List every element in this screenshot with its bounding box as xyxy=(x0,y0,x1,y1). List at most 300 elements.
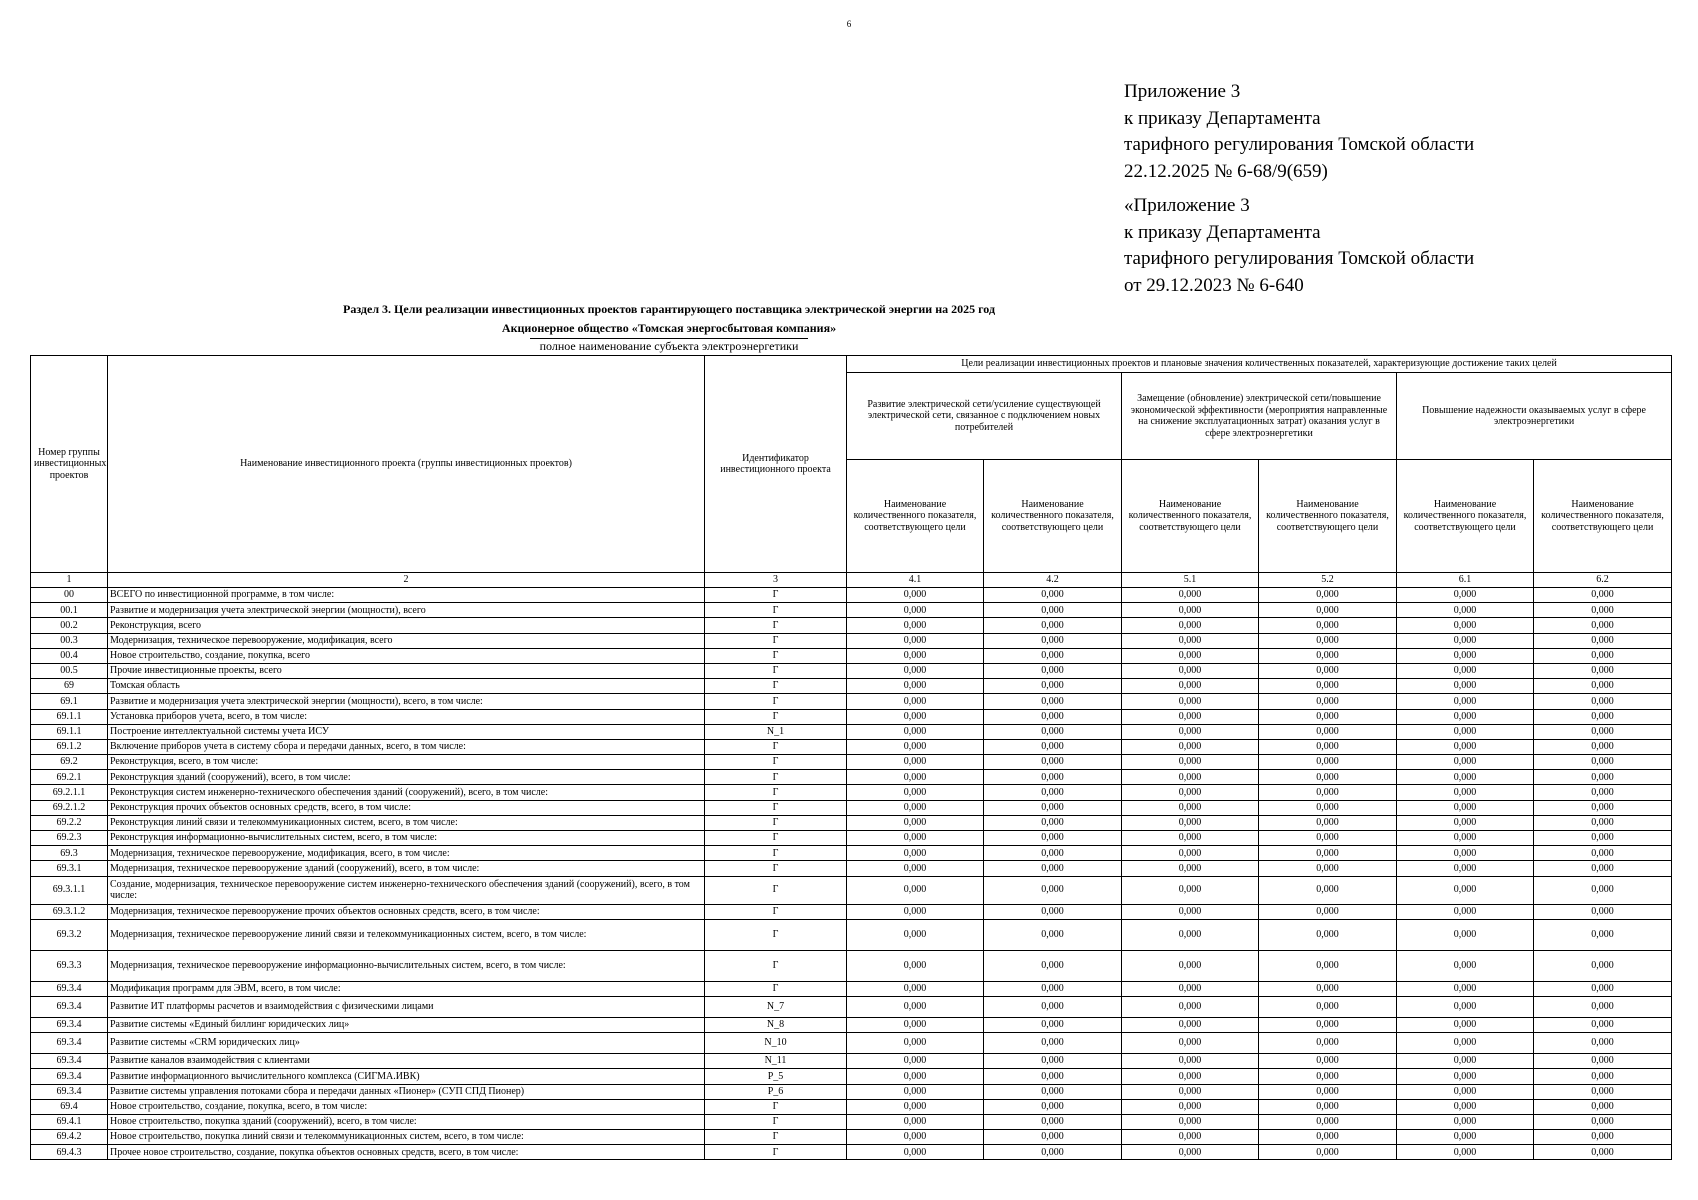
value-cell: 0,000 xyxy=(847,1054,984,1069)
group-number-cell: 69.3.4 xyxy=(31,996,108,1017)
group-number-cell: 69.3.4 xyxy=(31,1069,108,1084)
identifier-cell: Г xyxy=(705,739,847,754)
identifier-cell: P_6 xyxy=(705,1084,847,1099)
value-cell: 0,000 xyxy=(1259,861,1397,876)
value-cell: 0,000 xyxy=(1397,663,1534,678)
value-cell: 0,000 xyxy=(1534,1114,1672,1129)
project-name-cell: Модернизация, техническое перевооружение прочих объектов основных средств, всего, в том числе: xyxy=(108,904,705,919)
value-cell: 0,000 xyxy=(1122,1114,1259,1129)
group-number-cell: 00.3 xyxy=(31,633,108,648)
value-cell: 0,000 xyxy=(1397,679,1534,694)
value-cell: 0,000 xyxy=(1259,770,1397,785)
value-cell: 0,000 xyxy=(1122,648,1259,663)
table-row xyxy=(31,1145,1672,1160)
column-number: 4.1 xyxy=(847,573,984,588)
value-cell: 0,000 xyxy=(1122,1099,1259,1114)
project-name-cell: Создание, модернизация, техническое перевооружение систем инженерно-технического обеспечения зданий (сооружений), всего, в том числе: xyxy=(108,876,705,904)
value-cell: 0,000 xyxy=(1534,770,1672,785)
value-cell: 0,000 xyxy=(847,588,984,603)
identifier-cell: N_11 xyxy=(705,1054,847,1069)
value-cell: 0,000 xyxy=(1397,861,1534,876)
value-cell: 0,000 xyxy=(1397,618,1534,633)
table-row xyxy=(31,633,1672,648)
table-row xyxy=(31,785,1672,800)
value-cell: 0,000 xyxy=(1534,724,1672,739)
table-row xyxy=(31,739,1672,754)
value-cell: 0,000 xyxy=(847,1130,984,1145)
group-number-cell: 00.4 xyxy=(31,648,108,663)
value-cell: 0,000 xyxy=(1122,950,1259,981)
identifier-cell: Г xyxy=(705,648,847,663)
column-number: 6.2 xyxy=(1534,573,1672,588)
value-cell: 0,000 xyxy=(1259,709,1397,724)
value-cell: 0,000 xyxy=(847,800,984,815)
identifier-cell: Г xyxy=(705,904,847,919)
header-project-name: Наименование инвестиционного проекта (группы инвестиционных проектов) xyxy=(108,356,705,573)
value-cell: 0,000 xyxy=(1534,876,1672,904)
group-number-cell: 69.4.3 xyxy=(31,1145,108,1160)
value-cell: 0,000 xyxy=(847,739,984,754)
value-cell: 0,000 xyxy=(1397,846,1534,861)
value-cell: 0,000 xyxy=(847,831,984,846)
project-name-cell: Томская область xyxy=(108,679,705,694)
value-cell: 0,000 xyxy=(1122,1145,1259,1160)
value-cell: 0,000 xyxy=(1259,996,1397,1017)
identifier-cell: N_1 xyxy=(705,724,847,739)
value-cell: 0,000 xyxy=(1122,904,1259,919)
value-cell: 0,000 xyxy=(847,1099,984,1114)
identifier-cell: Г xyxy=(705,618,847,633)
value-cell: 0,000 xyxy=(847,1145,984,1160)
value-cell: 0,000 xyxy=(1397,1069,1534,1084)
value-cell: 0,000 xyxy=(1259,663,1397,678)
value-cell: 0,000 xyxy=(1122,1054,1259,1069)
value-cell: 0,000 xyxy=(984,1099,1122,1114)
value-cell: 0,000 xyxy=(1534,755,1672,770)
value-cell: 0,000 xyxy=(1259,1114,1397,1129)
value-cell: 0,000 xyxy=(984,755,1122,770)
table-row xyxy=(31,981,1672,996)
value-cell: 0,000 xyxy=(1534,588,1672,603)
value-cell: 0,000 xyxy=(847,603,984,618)
table-row xyxy=(31,679,1672,694)
value-cell: 0,000 xyxy=(847,724,984,739)
project-name-cell: Развитие системы управления потоками сбора и передачи данных «Пионер» (СУП СПД Пионер) xyxy=(108,1084,705,1099)
group-number-cell: 69.3.4 xyxy=(31,981,108,996)
project-name-cell: Развитие системы «CRM юридических лиц» xyxy=(108,1033,705,1054)
value-cell: 0,000 xyxy=(984,831,1122,846)
value-cell: 0,000 xyxy=(1259,831,1397,846)
value-cell: 0,000 xyxy=(1122,618,1259,633)
identifier-cell: Г xyxy=(705,815,847,830)
project-name-cell: Новое строительство, покупка линий связи и телекоммуникационных систем, всего, в том числе: xyxy=(108,1130,705,1145)
identifier-cell: Г xyxy=(705,846,847,861)
identifier-cell: Г xyxy=(705,1145,847,1160)
section-title: Раздел 3. Цели реализации инвестиционных проектов гарантирующего поставщика электрической энергии на 2025 год xyxy=(342,302,996,316)
group-number-cell: 69.3.4 xyxy=(31,1084,108,1099)
value-cell: 0,000 xyxy=(1259,618,1397,633)
value-cell: 0,000 xyxy=(1397,1054,1534,1069)
value-cell: 0,000 xyxy=(1259,633,1397,648)
table-row xyxy=(31,1054,1672,1069)
value-cell: 0,000 xyxy=(984,785,1122,800)
value-cell: 0,000 xyxy=(847,919,984,950)
identifier-cell: Г xyxy=(705,663,847,678)
header-group-number: Номер группы инвестиционных проектов xyxy=(31,356,108,573)
value-cell: 0,000 xyxy=(984,648,1122,663)
value-cell: 0,000 xyxy=(1534,861,1672,876)
value-cell: 0,000 xyxy=(1534,815,1672,830)
subject-note xyxy=(0,338,1338,354)
identifier-cell: Г xyxy=(705,950,847,981)
table-row xyxy=(31,950,1672,981)
group-number-cell: 69.3.2 xyxy=(31,919,108,950)
value-cell: 0,000 xyxy=(1122,588,1259,603)
identifier-cell: Г xyxy=(705,1130,847,1145)
value-cell: 0,000 xyxy=(1259,1017,1397,1032)
column-number: 4.2 xyxy=(984,573,1122,588)
value-cell: 0,000 xyxy=(1534,950,1672,981)
value-cell: 0,000 xyxy=(1534,1069,1672,1084)
table-row xyxy=(31,800,1672,815)
group-number-cell: 69.4.1 xyxy=(31,1114,108,1129)
value-cell: 0,000 xyxy=(1397,831,1534,846)
header-indicator: Наименование количественного показателя, соответствующего цели xyxy=(984,460,1122,573)
appendix-line: тарифного регулирования Томской области xyxy=(1124,134,1475,155)
table-row xyxy=(31,904,1672,919)
group-number-cell: 69.1.2 xyxy=(31,739,108,754)
identifier-cell: Г xyxy=(705,633,847,648)
identifier-cell: Г xyxy=(705,800,847,815)
column-number: 6.1 xyxy=(1397,573,1534,588)
project-name-cell: Реконструкция систем инженерно-технического обеспечения зданий (сооружений), всего, в том числе: xyxy=(108,785,705,800)
identifier-cell: Г xyxy=(705,785,847,800)
value-cell: 0,000 xyxy=(847,709,984,724)
value-cell: 0,000 xyxy=(1534,846,1672,861)
column-numbers-row xyxy=(31,573,1672,588)
appendix-line: к приказу Департамента xyxy=(1124,107,1321,129)
value-cell: 0,000 xyxy=(1122,876,1259,904)
value-cell: 0,000 xyxy=(847,679,984,694)
project-name-cell: Новое строительство, покупка зданий (сооружений), всего, в том числе: xyxy=(108,1114,705,1129)
table-row xyxy=(31,1130,1672,1145)
group-number-cell: 00.2 xyxy=(31,618,108,633)
header-indicator: Наименование количественного показателя, соответствующего цели xyxy=(847,460,984,573)
value-cell: 0,000 xyxy=(847,861,984,876)
appendix-current-block xyxy=(1124,79,1474,185)
value-cell: 0,000 xyxy=(1122,724,1259,739)
project-name-cell: Новое строительство, создание, покупка, всего xyxy=(108,648,705,663)
header-identifier: Идентификатор инвестиционного проекта xyxy=(705,356,847,573)
project-name-cell: Прочее новое строительство, создание, покупка объектов основных средств, всего, в том числе: xyxy=(108,1145,705,1160)
project-name-cell: Реконструкция информационно-вычислительных систем, всего, в том числе: xyxy=(108,831,705,846)
table-row xyxy=(31,603,1672,618)
value-cell: 0,000 xyxy=(1259,694,1397,709)
value-cell: 0,000 xyxy=(1122,694,1259,709)
value-cell: 0,000 xyxy=(847,1069,984,1084)
value-cell: 0,000 xyxy=(984,846,1122,861)
value-cell: 0,000 xyxy=(847,815,984,830)
identifier-cell: N_8 xyxy=(705,1017,847,1032)
value-cell: 0,000 xyxy=(1259,785,1397,800)
value-cell: 0,000 xyxy=(847,694,984,709)
value-cell: 0,000 xyxy=(1397,1033,1534,1054)
value-cell: 0,000 xyxy=(1397,633,1534,648)
value-cell: 0,000 xyxy=(1259,679,1397,694)
value-cell: 0,000 xyxy=(984,1017,1122,1032)
header-goal-4: Развитие электрической сети/усиление существующей электрической сети, связанное с подключением новых потребителей xyxy=(847,373,1122,460)
project-name-cell: Реконструкция линий связи и телекоммуникационных систем, всего, в том числе: xyxy=(108,815,705,830)
identifier-cell: Г xyxy=(705,981,847,996)
value-cell: 0,000 xyxy=(1259,648,1397,663)
value-cell: 0,000 xyxy=(1122,800,1259,815)
value-cell: 0,000 xyxy=(847,950,984,981)
value-cell: 0,000 xyxy=(1122,919,1259,950)
value-cell: 0,000 xyxy=(1259,1099,1397,1114)
table-row xyxy=(31,648,1672,663)
header-goal-5: Замещение (обновление) электрической сети/повышение экономической эффективности (мероприятия направленные на снижение эксплуатационных затрат) оказания услуг в сфере электроэнергетики xyxy=(1122,373,1397,460)
table-row xyxy=(31,1033,1672,1054)
value-cell: 0,000 xyxy=(1397,588,1534,603)
value-cell: 0,000 xyxy=(1397,815,1534,830)
value-cell: 0,000 xyxy=(1259,815,1397,830)
value-cell: 0,000 xyxy=(984,981,1122,996)
project-name-cell: Развитие информационного вычислительного комплекса (СИГМА.ИВК) xyxy=(108,1069,705,1084)
identifier-cell: Г xyxy=(705,603,847,618)
value-cell: 0,000 xyxy=(1397,724,1534,739)
project-name-cell: Включение приборов учета в систему сбора и передачи данных, всего, в том числе: xyxy=(108,739,705,754)
table-row xyxy=(31,831,1672,846)
value-cell: 0,000 xyxy=(1259,1069,1397,1084)
value-cell: 0,000 xyxy=(1122,603,1259,618)
identifier-cell: Г xyxy=(705,831,847,846)
table-row xyxy=(31,996,1672,1017)
value-cell: 0,000 xyxy=(1534,739,1672,754)
value-cell: 0,000 xyxy=(1534,648,1672,663)
header-indicator: Наименование количественного показателя, соответствующего цели xyxy=(1122,460,1259,573)
identifier-cell: P_5 xyxy=(705,1069,847,1084)
project-name-cell: Модернизация, техническое перевооружение зданий (сооружений), всего, в том числе: xyxy=(108,861,705,876)
value-cell: 0,000 xyxy=(1534,785,1672,800)
group-number-cell: 00.1 xyxy=(31,603,108,618)
project-name-cell: Развитие ИТ платформы расчетов и взаимодействия с физическими лицами xyxy=(108,996,705,1017)
identifier-cell: Г xyxy=(705,1114,847,1129)
column-number: 5.1 xyxy=(1122,573,1259,588)
project-name-cell: Реконструкция, всего, в том числе: xyxy=(108,755,705,770)
value-cell: 0,000 xyxy=(847,663,984,678)
table-row xyxy=(31,846,1672,861)
value-cell: 0,000 xyxy=(1259,1084,1397,1099)
value-cell: 0,000 xyxy=(1122,785,1259,800)
company-name: Акционерное общество «Томская энергосбытовая компания» xyxy=(501,321,837,335)
project-name-cell: Развитие каналов взаимодействия с клиентами xyxy=(108,1054,705,1069)
value-cell: 0,000 xyxy=(1259,1145,1397,1160)
value-cell: 0,000 xyxy=(1259,950,1397,981)
appendix-line: 22.12.2025 № 6-68/9(659) xyxy=(1124,160,1328,182)
value-cell: 0,000 xyxy=(984,1130,1122,1145)
value-cell: 0,000 xyxy=(847,1033,984,1054)
table-row xyxy=(31,724,1672,739)
value-cell: 0,000 xyxy=(1534,1017,1672,1032)
value-cell: 0,000 xyxy=(984,815,1122,830)
value-cell: 0,000 xyxy=(1122,1033,1259,1054)
goals-table xyxy=(30,355,1672,1160)
value-cell: 0,000 xyxy=(1122,739,1259,754)
group-number-cell: 00.5 xyxy=(31,663,108,678)
value-cell: 0,000 xyxy=(984,588,1122,603)
header-row xyxy=(31,356,1672,373)
value-cell: 0,000 xyxy=(984,996,1122,1017)
value-cell: 0,000 xyxy=(1534,1099,1672,1114)
value-cell: 0,000 xyxy=(1259,1054,1397,1069)
value-cell: 0,000 xyxy=(984,1069,1122,1084)
column-number: 3 xyxy=(705,573,847,588)
value-cell: 0,000 xyxy=(1259,724,1397,739)
group-number-cell: 69.2.3 xyxy=(31,831,108,846)
value-cell: 0,000 xyxy=(1534,1145,1672,1160)
value-cell: 0,000 xyxy=(984,739,1122,754)
group-number-cell: 69.2.1 xyxy=(31,770,108,785)
value-cell: 0,000 xyxy=(1534,919,1672,950)
value-cell: 0,000 xyxy=(1259,603,1397,618)
value-cell: 0,000 xyxy=(847,785,984,800)
value-cell: 0,000 xyxy=(847,633,984,648)
value-cell: 0,000 xyxy=(1397,904,1534,919)
identifier-cell: N_7 xyxy=(705,996,847,1017)
value-cell: 0,000 xyxy=(847,904,984,919)
value-cell: 0,000 xyxy=(1534,800,1672,815)
value-cell: 0,000 xyxy=(984,904,1122,919)
value-cell: 0,000 xyxy=(847,1114,984,1129)
identifier-cell: Г xyxy=(705,876,847,904)
table-row xyxy=(31,1069,1672,1084)
identifier-cell: Г xyxy=(705,679,847,694)
column-number: 2 xyxy=(108,573,705,588)
project-name-cell: Модернизация, техническое перевооружение, модификация, всего xyxy=(108,633,705,648)
table-row xyxy=(31,1114,1672,1129)
group-number-cell: 69.3.4 xyxy=(31,1017,108,1032)
value-cell: 0,000 xyxy=(1397,1084,1534,1099)
value-cell: 0,000 xyxy=(1397,785,1534,800)
value-cell: 0,000 xyxy=(1122,861,1259,876)
value-cell: 0,000 xyxy=(1534,996,1672,1017)
value-cell: 0,000 xyxy=(847,996,984,1017)
value-cell: 0,000 xyxy=(1122,831,1259,846)
subject-note-text: полное наименование субъекта электроэнергетики xyxy=(530,338,809,354)
project-name-cell: Построение интеллектуальной системы учета ИСУ xyxy=(108,724,705,739)
identifier-cell: Г xyxy=(705,588,847,603)
value-cell: 0,000 xyxy=(1122,1130,1259,1145)
group-number-cell: 00 xyxy=(31,588,108,603)
value-cell: 0,000 xyxy=(1534,603,1672,618)
value-cell: 0,000 xyxy=(1534,904,1672,919)
value-cell: 0,000 xyxy=(847,618,984,633)
group-number-cell: 69 xyxy=(31,679,108,694)
value-cell: 0,000 xyxy=(1397,919,1534,950)
value-cell: 0,000 xyxy=(1397,1114,1534,1129)
group-number-cell: 69.4 xyxy=(31,1099,108,1114)
value-cell: 0,000 xyxy=(847,846,984,861)
table-row xyxy=(31,876,1672,904)
identifier-cell: Г xyxy=(705,919,847,950)
value-cell: 0,000 xyxy=(1397,709,1534,724)
value-cell: 0,000 xyxy=(1397,694,1534,709)
value-cell: 0,000 xyxy=(1259,919,1397,950)
value-cell: 0,000 xyxy=(984,950,1122,981)
appendix-line: к приказу Департамента xyxy=(1124,221,1321,243)
value-cell: 0,000 xyxy=(1259,981,1397,996)
value-cell: 0,000 xyxy=(1534,633,1672,648)
value-cell: 0,000 xyxy=(1122,1069,1259,1084)
value-cell: 0,000 xyxy=(984,709,1122,724)
value-cell: 0,000 xyxy=(984,1145,1122,1160)
project-name-cell: Развитие и модернизация учета электрической энергии (мощности), всего, в том числе: xyxy=(108,694,705,709)
value-cell: 0,000 xyxy=(1259,876,1397,904)
value-cell: 0,000 xyxy=(984,618,1122,633)
group-number-cell: 69.3.3 xyxy=(31,950,108,981)
value-cell: 0,000 xyxy=(1534,831,1672,846)
value-cell: 0,000 xyxy=(984,1054,1122,1069)
header-indicator: Наименование количественного показателя, соответствующего цели xyxy=(1534,460,1672,573)
project-name-cell: Реконструкция зданий (сооружений), всего, в том числе: xyxy=(108,770,705,785)
value-cell: 0,000 xyxy=(984,861,1122,876)
value-cell: 0,000 xyxy=(1122,846,1259,861)
value-cell: 0,000 xyxy=(1397,648,1534,663)
value-cell: 0,000 xyxy=(1259,904,1397,919)
value-cell: 0,000 xyxy=(984,603,1122,618)
value-cell: 0,000 xyxy=(1122,679,1259,694)
header-indicator: Наименование количественного показателя, соответствующего цели xyxy=(1259,460,1397,573)
value-cell: 0,000 xyxy=(1259,588,1397,603)
project-name-cell: Новое строительство, создание, покупка, всего, в том числе: xyxy=(108,1099,705,1114)
value-cell: 0,000 xyxy=(1397,1017,1534,1032)
value-cell: 0,000 xyxy=(847,755,984,770)
value-cell: 0,000 xyxy=(1259,800,1397,815)
project-name-cell: Реконструкция, всего xyxy=(108,618,705,633)
column-number: 5.2 xyxy=(1259,573,1397,588)
value-cell: 0,000 xyxy=(1259,739,1397,754)
project-name-cell: ВСЕГО по инвестиционной программе, в том числе: xyxy=(108,588,705,603)
value-cell: 0,000 xyxy=(1397,981,1534,996)
header-goals: Цели реализации инвестиционных проектов и плановые значения количественных показателей, характеризующие достижение таких целей xyxy=(847,356,1672,373)
value-cell: 0,000 xyxy=(984,876,1122,904)
value-cell: 0,000 xyxy=(1534,1130,1672,1145)
value-cell: 0,000 xyxy=(1122,815,1259,830)
value-cell: 0,000 xyxy=(1534,1033,1672,1054)
identifier-cell: Г xyxy=(705,755,847,770)
value-cell: 0,000 xyxy=(984,1033,1122,1054)
table-row xyxy=(31,694,1672,709)
value-cell: 0,000 xyxy=(984,679,1122,694)
group-number-cell: 69.2 xyxy=(31,755,108,770)
project-name-cell: Модернизация, техническое перевооружение информационно-вычислительных систем, всего, в том числе: xyxy=(108,950,705,981)
project-name-cell: Установка приборов учета, всего, в том числе: xyxy=(108,709,705,724)
value-cell: 0,000 xyxy=(984,663,1122,678)
table-row xyxy=(31,770,1672,785)
value-cell: 0,000 xyxy=(847,1084,984,1099)
identifier-cell: Г xyxy=(705,694,847,709)
value-cell: 0,000 xyxy=(1122,1017,1259,1032)
identifier-cell: N_10 xyxy=(705,1033,847,1054)
page-number: 6 xyxy=(846,19,852,29)
project-name-cell: Реконструкция прочих объектов основных средств, всего, в том числе: xyxy=(108,800,705,815)
table-row xyxy=(31,1017,1672,1032)
value-cell: 0,000 xyxy=(984,770,1122,785)
value-cell: 0,000 xyxy=(1259,1130,1397,1145)
appendix-line: тарифного регулирования Томской области xyxy=(1124,248,1475,269)
value-cell: 0,000 xyxy=(984,800,1122,815)
table-row xyxy=(31,815,1672,830)
